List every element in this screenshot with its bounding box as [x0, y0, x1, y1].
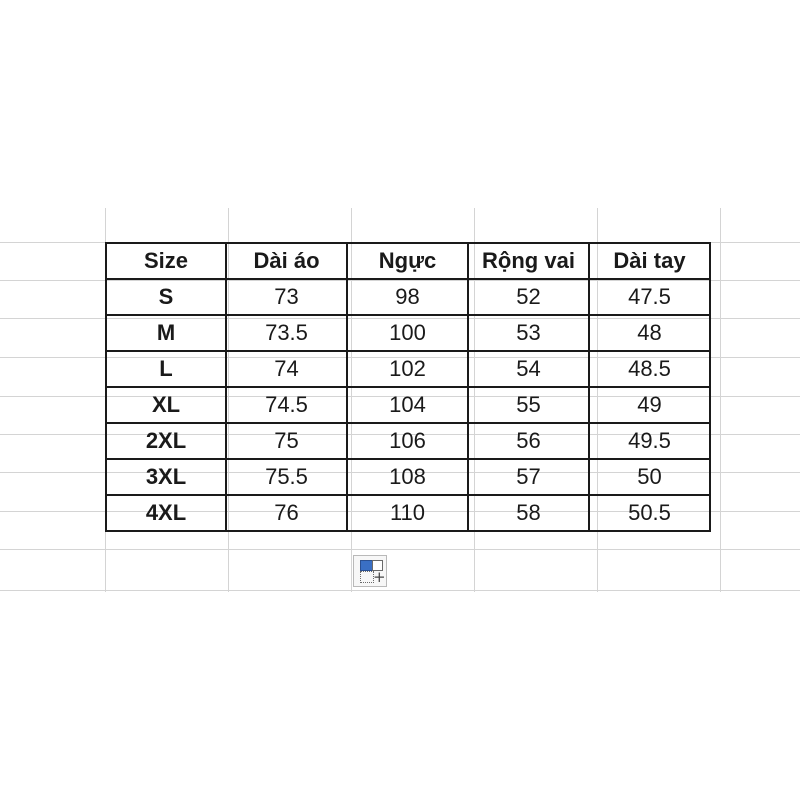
plus-icon: + [373, 568, 386, 586]
table-row [106, 495, 710, 531]
size-cell[interactable]: S [106, 279, 226, 315]
table-row [106, 351, 710, 387]
gridline [0, 590, 800, 591]
header-size[interactable]: Size [106, 243, 226, 279]
table-cell[interactable]: 76 [226, 495, 347, 531]
table-cell[interactable]: 102 [347, 351, 468, 387]
header-body-length[interactable]: Dài áo [226, 243, 347, 279]
gridline [0, 549, 800, 550]
header-chest[interactable]: Ngực [347, 243, 468, 279]
table-cell[interactable]: 52 [468, 279, 589, 315]
table-cell[interactable]: 108 [347, 459, 468, 495]
table-cell[interactable]: 48 [589, 315, 710, 351]
paste-options-icon-part [360, 571, 374, 583]
gridline [720, 208, 721, 592]
size-cell[interactable]: XL [106, 387, 226, 423]
table-cell[interactable]: 56 [468, 423, 589, 459]
table-cell[interactable]: 47.5 [589, 279, 710, 315]
table-cell[interactable]: 50 [589, 459, 710, 495]
table-cell[interactable]: 98 [347, 279, 468, 315]
size-cell[interactable]: L [106, 351, 226, 387]
table-cell[interactable]: 74.5 [226, 387, 347, 423]
size-cell[interactable]: 2XL [106, 423, 226, 459]
table-cell[interactable]: 100 [347, 315, 468, 351]
table-cell[interactable]: 74 [226, 351, 347, 387]
header-shoulder-width[interactable]: Rộng vai [468, 243, 589, 279]
size-cell[interactable]: 4XL [106, 495, 226, 531]
table-cell[interactable]: 58 [468, 495, 589, 531]
size-cell[interactable]: 3XL [106, 459, 226, 495]
table-row [106, 459, 710, 495]
header-sleeve-length[interactable]: Dài tay [589, 243, 710, 279]
table-cell[interactable]: 55 [468, 387, 589, 423]
table-row [106, 387, 710, 423]
table-cell[interactable]: 53 [468, 315, 589, 351]
table-cell[interactable]: 48.5 [589, 351, 710, 387]
size-chart-table [105, 242, 711, 532]
paste-options-button[interactable] [353, 555, 387, 587]
table-header-row [106, 243, 710, 279]
table-row [106, 315, 710, 351]
table-cell[interactable]: 57 [468, 459, 589, 495]
table-cell[interactable]: 50.5 [589, 495, 710, 531]
table-row [106, 279, 710, 315]
table-cell[interactable]: 49 [589, 387, 710, 423]
table-cell[interactable]: 110 [347, 495, 468, 531]
table-cell[interactable]: 75 [226, 423, 347, 459]
table-cell[interactable]: 73.5 [226, 315, 347, 351]
table-row [106, 423, 710, 459]
table-cell[interactable]: 49.5 [589, 423, 710, 459]
table-cell[interactable]: 104 [347, 387, 468, 423]
table-cell[interactable]: 75.5 [226, 459, 347, 495]
table-cell[interactable]: 106 [347, 423, 468, 459]
size-cell[interactable]: M [106, 315, 226, 351]
table-cell[interactable]: 73 [226, 279, 347, 315]
table-cell[interactable]: 54 [468, 351, 589, 387]
